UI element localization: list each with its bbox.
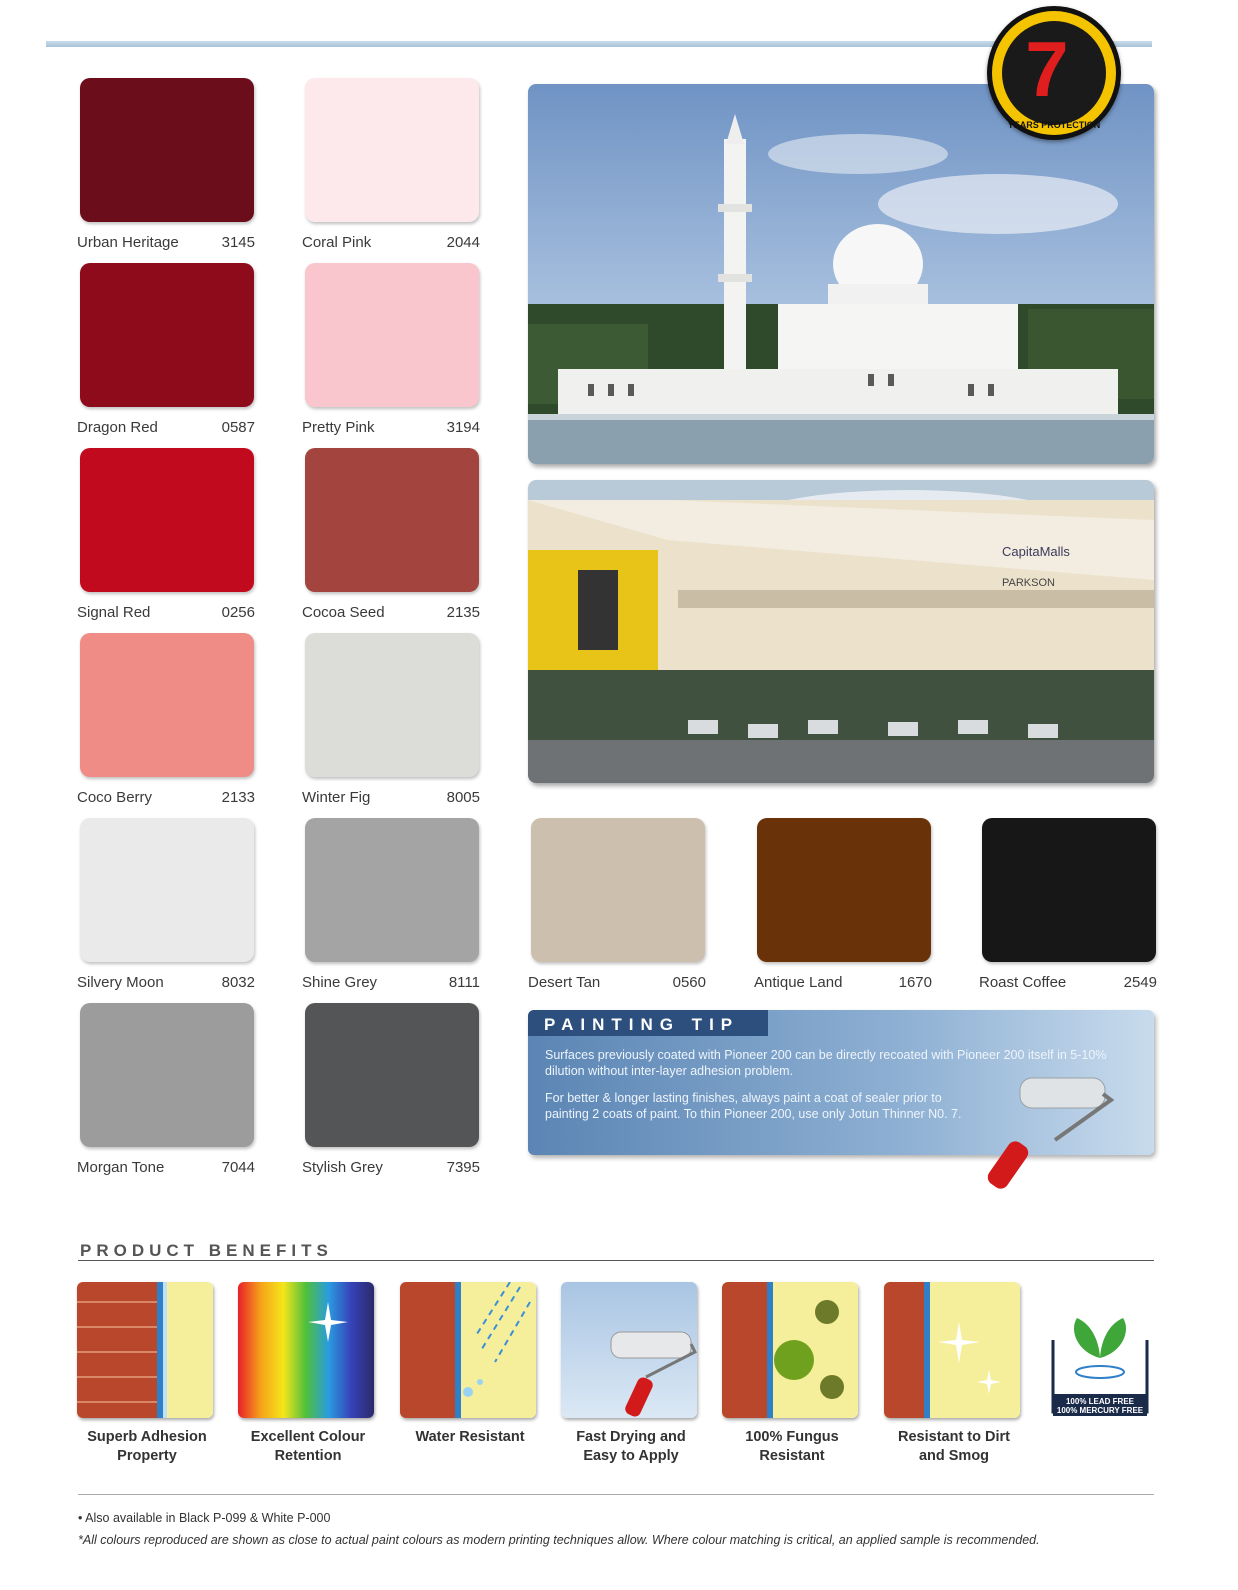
color-chip <box>80 448 254 592</box>
color-chip <box>305 1003 479 1147</box>
swatch-left-2 <box>77 448 255 621</box>
swatch-label <box>979 974 1157 991</box>
color-name: Antique Land <box>754 974 843 991</box>
svg-text:CapitaMalls: CapitaMalls <box>1002 544 1070 559</box>
swatch-right-0 <box>528 818 706 991</box>
swatch-label <box>302 974 480 991</box>
painting-tip-paragraph-1: Surfaces previously coated with Pioneer 200 can be directly recoated with Pioneer 200 itself in 5-10% dilution without inter-layer adhesion problem. <box>545 1048 1107 1078</box>
footnote-colour-disclaimer: *All colours reproduced are shown as close to actual paint colours as modern printing techniques allow. Where colour matching is critical, an applied sample is recommended. <box>78 1533 1040 1547</box>
painting-tip-paragraph-2: For better & longer lasting finishes, always paint a coat of sealer prior to painting 2 coats of paint. To thin Pioneer 200, use only Jotun Thinner N0. 7. <box>545 1091 962 1121</box>
color-chip <box>305 78 479 222</box>
color-chip <box>80 78 254 222</box>
benefit-fast-line1: Fast Drying and <box>576 1429 686 1445</box>
color-name: Silvery Moon <box>77 974 164 991</box>
swatch-left-4 <box>77 818 255 991</box>
swatch-label <box>302 234 480 251</box>
swatch-label <box>302 789 480 806</box>
benefit-fast-line2: Easy to Apply <box>583 1448 679 1464</box>
swatch-left-0 <box>77 78 255 251</box>
swatch-label <box>77 419 255 436</box>
color-code: 3145 <box>221 234 255 251</box>
footer-rule <box>78 1494 1154 1495</box>
benefit-fungus-line2: Resistant <box>759 1448 825 1464</box>
color-name: Winter Fig <box>302 789 371 806</box>
paint-roller-benefit-icon <box>561 1282 697 1418</box>
swatch-left-5 <box>77 1003 255 1176</box>
color-name: Cocoa Seed <box>302 604 385 621</box>
color-name: Pretty Pink <box>302 419 375 436</box>
product-benefits-title: PRODUCT BENEFITS <box>80 1241 333 1260</box>
swatch-label <box>754 974 932 991</box>
color-name: Coral Pink <box>302 234 372 251</box>
swatch-mid-4 <box>302 818 480 991</box>
color-chip <box>305 633 479 777</box>
color-code: 1670 <box>898 974 932 991</box>
benefit-fungus-line1: 100% Fungus <box>745 1429 839 1445</box>
benefit-colour-line1: Excellent Colour <box>250 1429 366 1445</box>
color-code: 7395 <box>446 1159 480 1176</box>
color-chip <box>305 448 479 592</box>
color-code: 2133 <box>221 789 255 806</box>
benefit-dirt-smog <box>884 1282 1024 1466</box>
swatch-right-2 <box>979 818 1157 991</box>
swatch-right-1 <box>754 818 932 991</box>
color-code: 2135 <box>446 604 480 621</box>
color-name: Dragon Red <box>77 419 158 436</box>
color-name: Desert Tan <box>528 974 601 991</box>
color-name: Coco Berry <box>77 789 153 806</box>
svg-text:100% LEAD FREE: 100% LEAD FREE <box>1065 1397 1135 1406</box>
svg-text:PARKSON: PARKSON <box>1002 577 1055 589</box>
benefit-water-resistant <box>400 1282 540 1447</box>
mall-photo <box>528 480 1154 783</box>
swatch-left-3 <box>77 633 255 806</box>
color-code: 2549 <box>1123 974 1157 991</box>
color-chip <box>305 263 479 407</box>
seven-years-protection-badge <box>987 6 1121 140</box>
product-benefits-rule <box>78 1260 1154 1261</box>
benefit-dirt-line2: and Smog <box>918 1448 990 1464</box>
swatch-label <box>77 1159 255 1176</box>
color-name: Morgan Tone <box>77 1159 165 1176</box>
color-chip <box>982 818 1156 962</box>
color-chip <box>757 818 931 962</box>
color-name: Roast Coffee <box>979 974 1067 991</box>
swatch-label <box>77 604 255 621</box>
color-code: 7044 <box>221 1159 255 1176</box>
benefit-adhesion-line1: Superb Adhesion <box>87 1429 207 1445</box>
benefit-fungus-resistant <box>722 1282 862 1466</box>
painting-tip-title: PAINTING TIP <box>544 1015 740 1034</box>
color-code: 2044 <box>446 234 480 251</box>
swatch-left-1 <box>77 263 255 436</box>
swatch-label <box>77 234 255 251</box>
swatch-label <box>77 974 255 991</box>
water-drops-icon <box>400 1282 536 1418</box>
fungus-icon <box>722 1282 858 1418</box>
color-chip <box>80 263 254 407</box>
color-chip <box>305 818 479 962</box>
swatch-label <box>77 789 255 806</box>
mosque-photo <box>528 84 1154 464</box>
swatch-mid-3 <box>302 633 480 806</box>
color-chip <box>531 818 705 962</box>
color-chip <box>80 1003 254 1147</box>
color-code: 0560 <box>672 974 706 991</box>
benefit-dirt-line1: Resistant to Dirt <box>898 1429 1010 1445</box>
swatch-label <box>302 419 480 436</box>
svg-text:7: 7 <box>1025 25 1069 113</box>
swatch-label <box>302 1159 480 1176</box>
color-code: 8032 <box>221 974 255 991</box>
benefit-colour-line2: Retention <box>274 1448 342 1464</box>
swatch-mid-5 <box>302 1003 480 1176</box>
benefit-water-line1: Water Resistant <box>415 1429 525 1445</box>
color-name: Urban Heritage <box>77 234 179 251</box>
adhesion-icon <box>77 1282 213 1418</box>
benefit-fast-drying <box>561 1282 701 1466</box>
color-code: 3194 <box>446 419 480 436</box>
benefit-colour-retention <box>238 1282 378 1466</box>
color-code: 8005 <box>446 789 480 806</box>
svg-text:100% MERCURY FREE: 100% MERCURY FREE <box>1056 1406 1144 1415</box>
swatch-mid-1 <box>302 263 480 436</box>
benefit-adhesion-line2: Property <box>117 1448 177 1464</box>
benefit-adhesion <box>77 1282 217 1466</box>
color-name: Stylish Grey <box>302 1159 383 1176</box>
svg-text:YEARS PROTECTION: YEARS PROTECTION <box>1007 120 1101 130</box>
color-name: Shine Grey <box>302 974 378 991</box>
color-chip <box>80 633 254 777</box>
footnote-availability: • Also available in Black P-099 & White P-000 <box>78 1511 331 1525</box>
paint-roller-icon <box>985 1070 1115 1195</box>
swatch-mid-2 <box>302 448 480 621</box>
swatch-label <box>528 974 706 991</box>
color-chip <box>80 818 254 962</box>
color-code: 0587 <box>221 419 255 436</box>
color-name: Signal Red <box>77 604 151 621</box>
swatch-label <box>302 604 480 621</box>
color-code: 0256 <box>221 604 255 621</box>
color-code: 8111 <box>448 974 480 991</box>
colour-spectrum-icon <box>238 1282 374 1418</box>
swatch-mid-0 <box>302 78 480 251</box>
sparkle-wall-icon <box>884 1282 1020 1418</box>
lead-free-icon <box>1047 1312 1153 1420</box>
